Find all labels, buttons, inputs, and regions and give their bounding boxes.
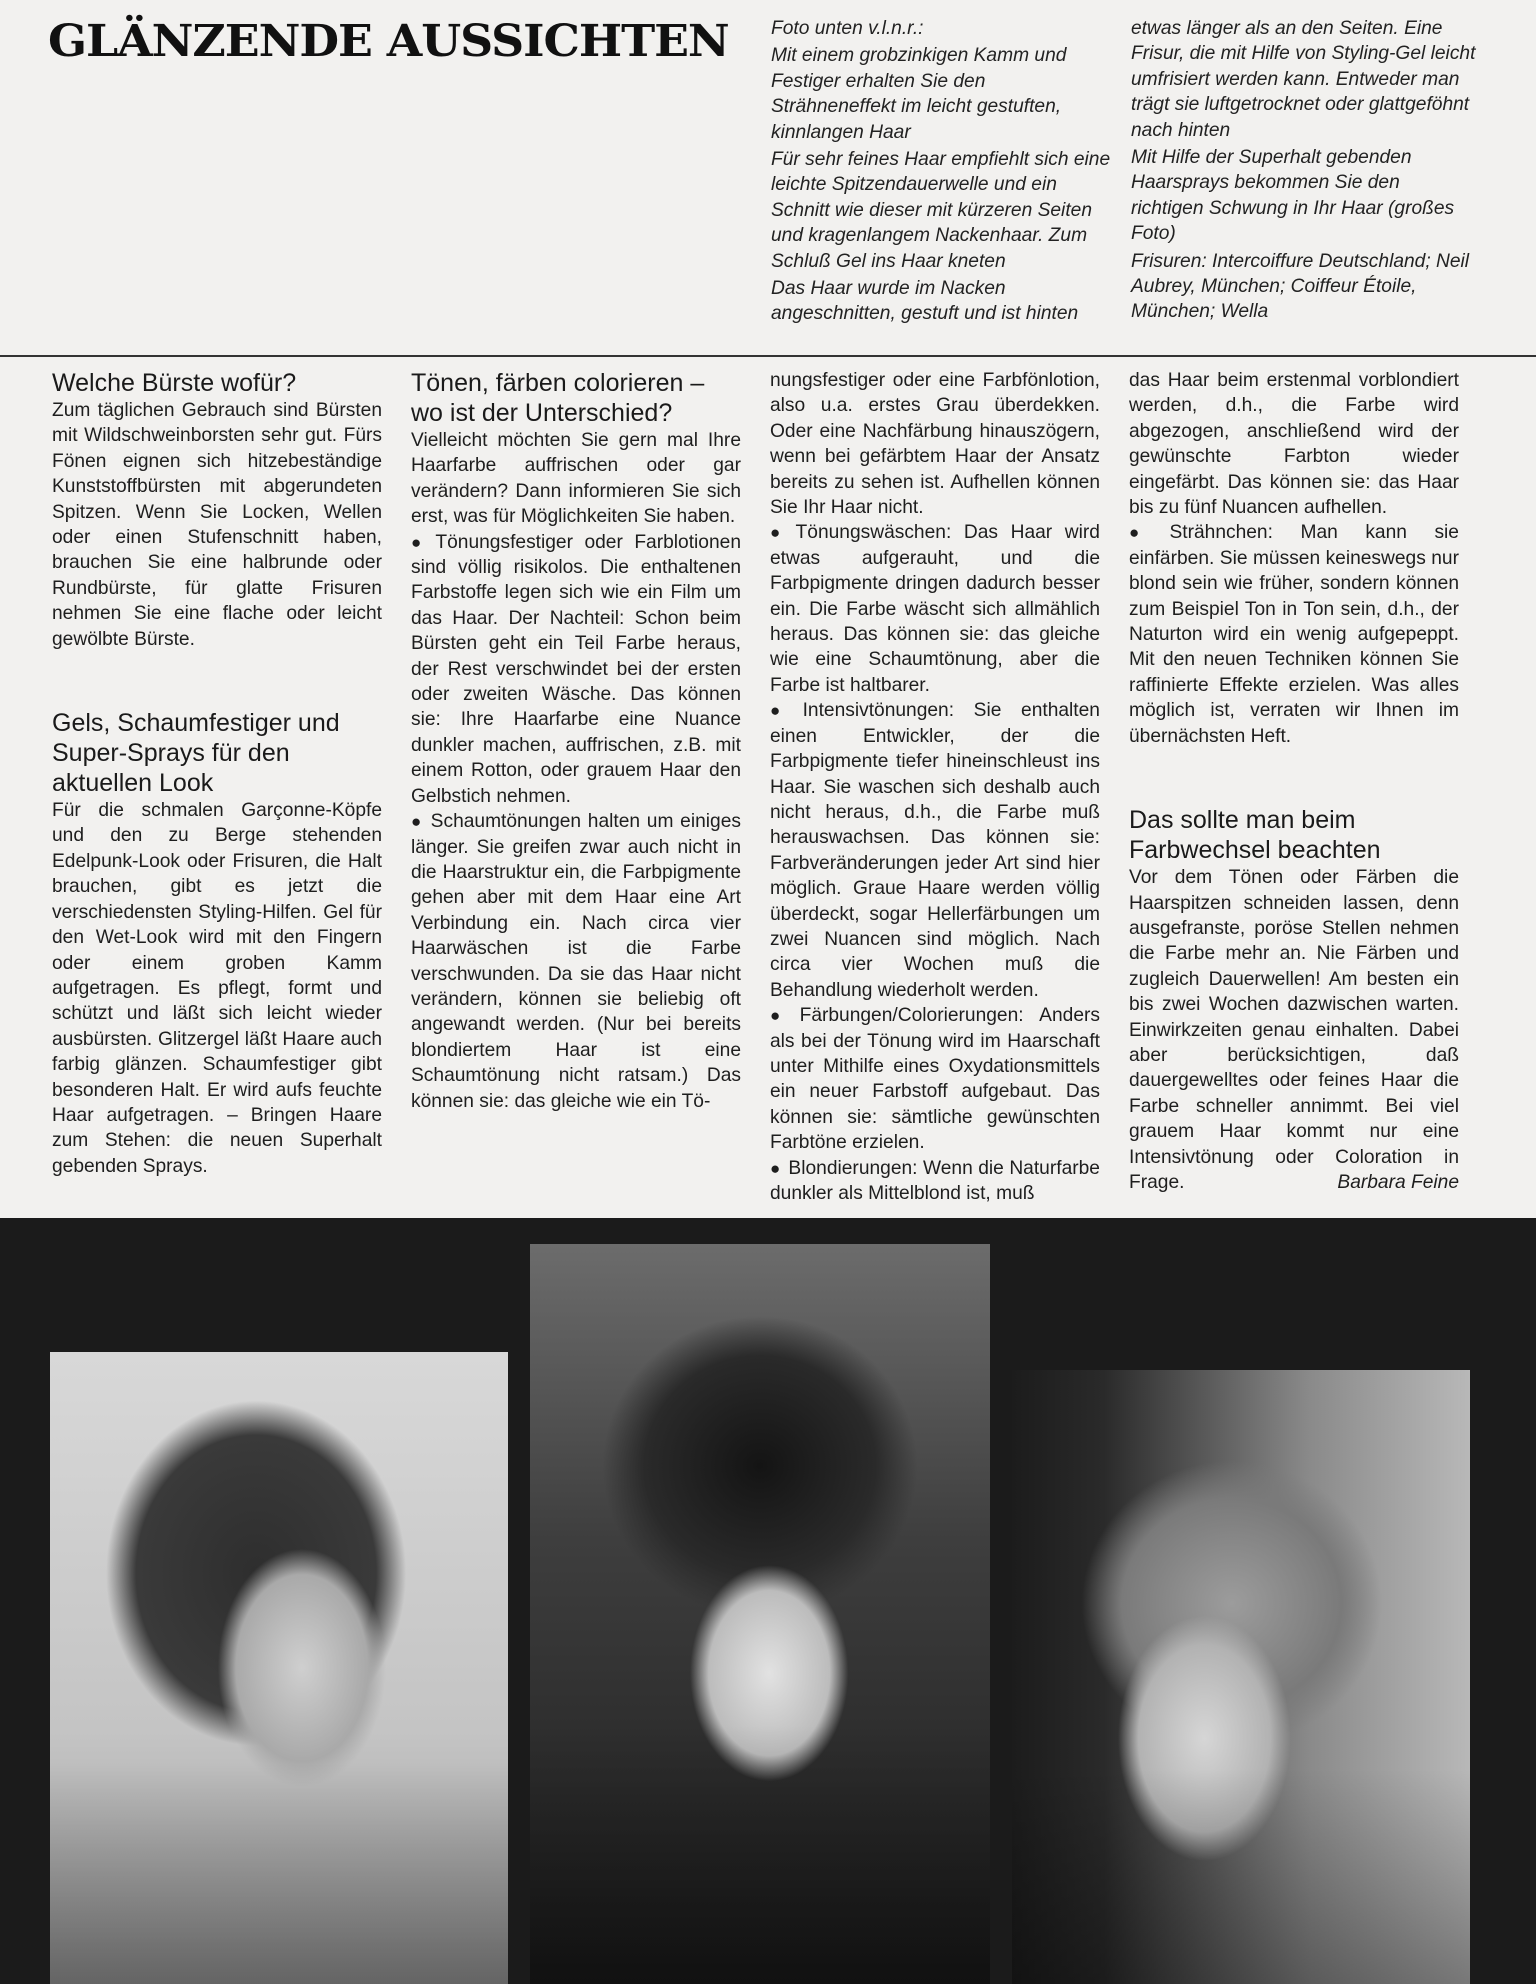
- caption-paragraph: Mit Hilfe der Superhalt gebenden Haarsprays bekommen Sie den richtigen Schwung in Ihr Haar (großes Foto): [1131, 147, 1455, 245]
- section-heading-styling: Gels, Schaumfestiger und Super-Sprays für den aktuellen Look: [52, 709, 340, 798]
- section-text-styling: Für die schmalen Garçonne-Köpfe und den zu Berge stehenden Edelpunk-Look oder Frisuren, die Halt brauchen, gibt es jetzt die verschiedensten Styling-Hilfen. Gel für den Wet-Look wird mit den Fingern oder einem groben Kamm aufgetragen. Es pflegt, formt und schützt und läßt sich leicht wieder ausbürsten. Glitzergel läßt Haare auch farbig glänzen. Schaumfestiger gibt besonderen Halt. Er wird aufs feuchte Haar aufgetragen. – Bringen Haare zum Stehen: die neuen Superhalt gebenden Sprays.: [52, 800, 382, 1177]
- section-heading-brushes: Welche Bürste wofür?: [52, 369, 297, 397]
- bullet-intensivtoenungen: ● Intensivtönungen: Sie enthalten einen Entwickler, der die Farbpigmente tiefer hineinschleust ins Haar. Sie waschen sich deshalb auch nicht heraus, d.h., die Farbe muß herauswachsen. Das können sie: Farbveränderungen jeder Art sind hier möglich. Graue Haare werden völlig überdeckt, sogar Hellerfärbungen um zwei Nuancen sind möglich. Nach circa vier Wochen muß die Behandlung wiederholt werden.: [770, 698, 1100, 1003]
- portrait-photo-curly-hairstyle: [1012, 1370, 1470, 1984]
- section-intro-coloring: Vielleicht möchten Sie gern mal Ihre Haarfarbe auffrischen oder gar verändern? Dann informieren Sie sich erst, was für Möglichkeiten Sie haben.: [411, 430, 741, 528]
- bullet-toenungsfestiger: ● Tönungsfestiger oder Farblotionen sind völlig risikolos. Die enthaltenen Farbstoffe legen sich wie ein Film um das Haar. Der Nachteil: Schon beim Bürsten geht ein Teil Farbe heraus, der Rest verschwindet bei der ersten oder zweiten Wäsche. Das können sie: Ihre Haarfarbe eine Nuance dunkler machen, auffrischen, z.B. mit einem Rotton, oder grauem Haar den Gelbstich nehmen.: [411, 530, 741, 809]
- section-heading-coloring: Tönen, färben colorieren – wo ist der Unterschied?: [411, 369, 705, 427]
- header-divider: [0, 355, 1536, 357]
- portrait-photo-spiky-hairstyle: [530, 1244, 990, 1984]
- bullet-faerbungen: ● Färbungen/Colorierungen: Anders als bei der Tönung wird im Haarschaft unter Mithilfe eines Oxydationsmittels ein neuer Farbstoff aufgebaut. Das können sie: sämtliche gewünschten Farbtöne erzielen.: [770, 1003, 1100, 1155]
- bullet-toenungswaeschen: ● Tönungswäschen: Das Haar wird etwas aufgerauht, und die Farbpigmente dringen dadurch besser ein. Die Farbe wäscht sich allmählich heraus. Das können sie: das gleiche wie eine Schaumtönung, aber die Farbe ist haltbarer.: [770, 520, 1100, 698]
- author-signature: Barbara Feine: [1337, 1171, 1459, 1193]
- article-column-3: [770, 368, 1100, 1206]
- portrait-photo-bob-hairstyle: [50, 1352, 508, 1984]
- bullet-blondierungen: ● Blondierungen: Wenn die Naturfarbe dunkler als Mittelblond ist, muß: [770, 1156, 1100, 1207]
- caption-paragraph: Mit einem grobzinkigen Kamm und Festiger erhalten Sie den Strähneneffekt im leicht gestuften, kinnlangen Haar: [771, 45, 1067, 143]
- photo-caption-column-2: [1131, 16, 1476, 327]
- article-column-2: [411, 368, 741, 1114]
- article-headline: GLÄNZENDE AUSSICHTEN: [48, 16, 729, 67]
- section-text-tips: Vor dem Tönen oder Färben die Haarspitzen schneiden lassen, denn ausgefranste, poröse Stellen nehmen die Farbe mehr an. Nie Färben und zugleich Dauerwellen! Am besten ein bis zwei Wochen dazwischen warten. Einwirkzeiten genau einhalten. Dabei aber berücksichtigen, daß dauergewelltes oder feines Haar die Farbe schneller annimmt. Bei viel grauem Haar kommt nur eine Intensivtönung oder Coloration in Frage.: [1129, 867, 1459, 1193]
- bullet-schaumtoenungen: ● Schaumtönungen halten um einiges länger. Sie greifen zwar auch nicht in die Haarstruktur ein, die Farbpigmente gehen aber mit dem Haar eine Art Verbindung ein. Nach circa vier Haarwäschen ist die Farbe verschwunden. Da sie das Haar nicht verändern, können sie beliebig oft angewandt werden. (Nur bei bereits blondiertem Haar ist eine Schaumtönung nicht ratsam.) Das können sie: das gleiche wie ein Tö-: [411, 809, 741, 1114]
- continued-text: nungsfestiger oder eine Farbfönlotion, also u.a. erstes Grau überdekken. Oder eine Nachfärbung hinauszögern, wenn bei gefärbtem Haar der Ansatz bereits zu sehen ist. Aufhellen können Sie Ihr Haar nicht.: [770, 370, 1100, 519]
- article-column-4: [1129, 368, 1459, 1195]
- photo-caption-column-1: [771, 16, 1111, 329]
- caption-paragraph: etwas länger als an den Seiten. Eine Frisur, die mit Hilfe von Styling-Gel leicht umfrisiert werden kann. Entweder man trägt sie luftgetrocknet oder glattgeföhnt nach hinten: [1131, 18, 1476, 141]
- bullet-straehnchen: ● Strähnchen: Man kann sie einfärben. Sie müssen keineswegs nur blond sein wie früher, sondern können zum Beispiel Ton in Ton sein, d.h., der Naturton wird ein wenig aufgepeppt. Mit den neuen Techniken können Sie raffinierte Effekte erzielen. Was alles möglich ist, verraten wir Ihnen im übernächsten Heft.: [1129, 520, 1459, 749]
- section-text-brushes: Zum täglichen Gebrauch sind Bürsten mit Wildschweinborsten sehr gut. Fürs Fönen eignen sich hitzebeständige Kunststoffbürsten mit abgerundeten Spitzen. Wenn Sie Locken, Wellen oder einen Stufenschnitt haben, brauchen Sie eine halbrunde oder Rundbürste, für glatte Frisuren nehmen Sie eine flache oder leicht gewölbte Bürste.: [52, 400, 382, 650]
- continued-text: das Haar beim erstenmal vorblondiert werden, d.h., die Farbe wird abgezogen, anschließend wird der gewünschte Farbton wieder eingefärbt. Das können sie: das Haar bis zu fünf Nuancen aufhellen.: [1129, 370, 1459, 519]
- caption-paragraph: Das Haar wurde im Nacken angeschnitten, gestuft und ist hinten: [771, 278, 1079, 325]
- caption-paragraph: Für sehr feines Haar empfiehlt sich eine leichte Spitzendauerwelle und ein Schnitt wie dieser mit kürzeren Seiten und kragenlangem Nackenhaar. Zum Schluß Gel ins Haar kneten: [771, 149, 1111, 272]
- caption-paragraph: Frisuren: Intercoiffure Deutschland; Neil Aubrey, München; Coiffeur Étoile, München; Wella: [1131, 250, 1470, 323]
- article-column-1: [52, 368, 382, 1179]
- section-heading-tips: Das sollte man beim Farbwechsel beachten: [1129, 806, 1381, 865]
- caption-paragraph: Foto unten v.l.n.r.:: [771, 18, 924, 39]
